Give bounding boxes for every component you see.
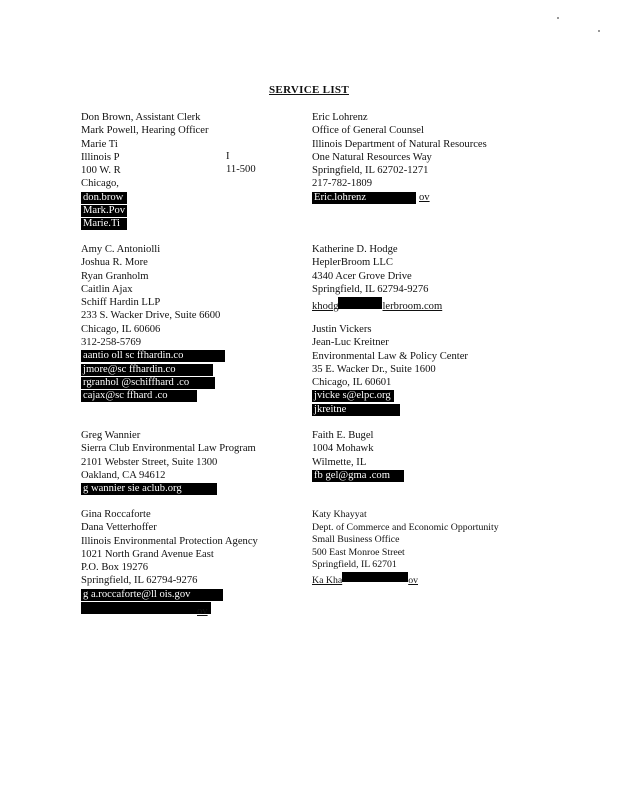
contact-block-elpc	[312, 323, 468, 416]
address-fragment-text: I	[226, 151, 230, 162]
street-address: 4340 Acer Grove Drive	[312, 270, 412, 282]
redaction-bar	[81, 602, 211, 614]
address-fragment-text: 11-500	[226, 164, 256, 175]
city-state: Oakland, CA 94612	[81, 469, 166, 481]
contact-name: Gina Roccaforte	[81, 509, 151, 520]
redacted-email: fb gel@gma .com	[312, 470, 404, 482]
organization: Sierra Club Environmental Law Program	[81, 443, 256, 455]
redacted-email: jmore@sc ffhardin.co	[81, 364, 213, 376]
street-address: 35 E. Wacker Dr., Suite 1600	[312, 363, 436, 375]
scan-speck	[598, 30, 600, 32]
organization: Environmental Law & Policy Center	[312, 350, 468, 362]
email-fragment: ov	[197, 606, 208, 618]
city-state: Chicago, IL 60606	[81, 323, 161, 335]
contact-name: Amy C. Antoniolli	[81, 244, 161, 255]
redaction-bar	[342, 572, 408, 582]
redaction-bar	[338, 297, 382, 309]
email-fragment: khodg	[312, 301, 339, 313]
contact-name: Katherine D. Hodge	[312, 244, 398, 255]
redacted-email: jkreitne	[312, 404, 400, 416]
email-fragment: lerbroom.com	[382, 301, 443, 313]
contact-block-sierra-club	[81, 429, 256, 495]
organization: Illinois P	[81, 151, 120, 163]
redacted-email: jvicke s@elpc.org	[312, 390, 394, 402]
contact-block-bugel	[312, 429, 404, 482]
street-address: 1004 Mohawk	[312, 443, 374, 455]
email-fragment: ov	[419, 191, 430, 203]
street-address: 233 S. Wacker Drive, Suite 6600	[81, 310, 221, 322]
contact-name: Caitlin Ajax	[81, 283, 133, 295]
redacted-email: aantio oll sc ffhardin.co	[81, 350, 225, 362]
street-address: One Natural Resources Way	[312, 151, 432, 163]
organization: Illinois Department of Natural Resources	[312, 138, 487, 150]
organization: Dept. of Commerce and Economic Opportunity	[312, 521, 499, 533]
email-fragment: Ka Kha	[312, 574, 343, 586]
contact-block-dnr	[312, 111, 487, 204]
organization: HeplerBroom LLC	[312, 257, 393, 269]
city-state: Springfield, IL 62702-1271	[312, 165, 429, 177]
contact-block-heplerbroom	[312, 243, 443, 313]
street-address: 100 W. R	[81, 165, 121, 177]
contact-name: Mark Powell, Hearing Officer	[81, 125, 209, 137]
contact-block-iepa	[81, 508, 258, 618]
contact-name: Greg Wannier	[81, 430, 141, 441]
city-state: Chicago,	[81, 178, 119, 190]
street-address: 2101 Webster Street, Suite 1300	[81, 456, 218, 468]
redacted-email: Eric.lohrenz	[312, 192, 416, 204]
redacted-email: g a.roccaforte@ll ois.gov	[81, 589, 223, 601]
page-title: SERVICE LIST	[269, 84, 349, 96]
contact-name: Eric Lohrenz	[312, 112, 368, 123]
street-address: 1021 North Grand Avenue East	[81, 548, 214, 560]
email-fragment: ov	[408, 574, 418, 586]
redacted-email: don.brow	[81, 192, 127, 204]
phone-number: 312-258-5769	[81, 337, 142, 349]
redacted-email: cajax@sc ffhard .co	[81, 390, 197, 402]
city-state: Springfield, IL 62794-9276	[312, 283, 429, 295]
scan-speck	[557, 17, 559, 19]
contact-name: Marie Ti	[81, 138, 118, 150]
organization: Schiff Hardin LLP	[81, 297, 161, 309]
contact-name: Jean-Luc Kreitner	[312, 337, 389, 349]
contact-block-dceo	[312, 509, 499, 584]
contact-block-clerk	[81, 111, 208, 231]
address-fragment	[226, 163, 256, 176]
redacted-email: rgranhol @schiffhard .co	[81, 377, 215, 389]
contact-name: Faith E. Bugel	[312, 430, 374, 441]
contact-name: Ryan Granholm	[81, 270, 149, 282]
po-box: P.O. Box 19276	[81, 562, 149, 574]
contact-name: Katy Khayyat	[312, 509, 367, 520]
contact-name: Dana Vetterhoffer	[81, 522, 157, 534]
contact-name: Justin Vickers	[312, 324, 372, 335]
city-state: Chicago, IL 60601	[312, 377, 392, 389]
city-state: Wilmette, IL	[312, 456, 367, 468]
contact-block-schiff	[81, 243, 225, 403]
organization: Illinois Environmental Protection Agency	[81, 535, 258, 547]
contact-name: Joshua R. More	[81, 257, 148, 269]
redacted-email: g wannier sie aclub.org	[81, 483, 217, 495]
redacted-email: Marie.Ti	[81, 218, 127, 230]
city-state: Springfield, IL 62701	[312, 559, 397, 570]
organization: Small Business Office	[312, 534, 400, 545]
organization: Office of General Counsel	[312, 125, 424, 137]
phone-number: 217-782-1809	[312, 178, 373, 190]
city-state: Springfield, IL 62794-9276	[81, 575, 198, 587]
redacted-email: Mark.Pov	[83, 205, 126, 217]
contact-name: Don Brown, Assistant Clerk	[81, 112, 201, 123]
address-fragment	[226, 150, 230, 163]
street-address: 500 East Monroe Street	[312, 546, 405, 558]
